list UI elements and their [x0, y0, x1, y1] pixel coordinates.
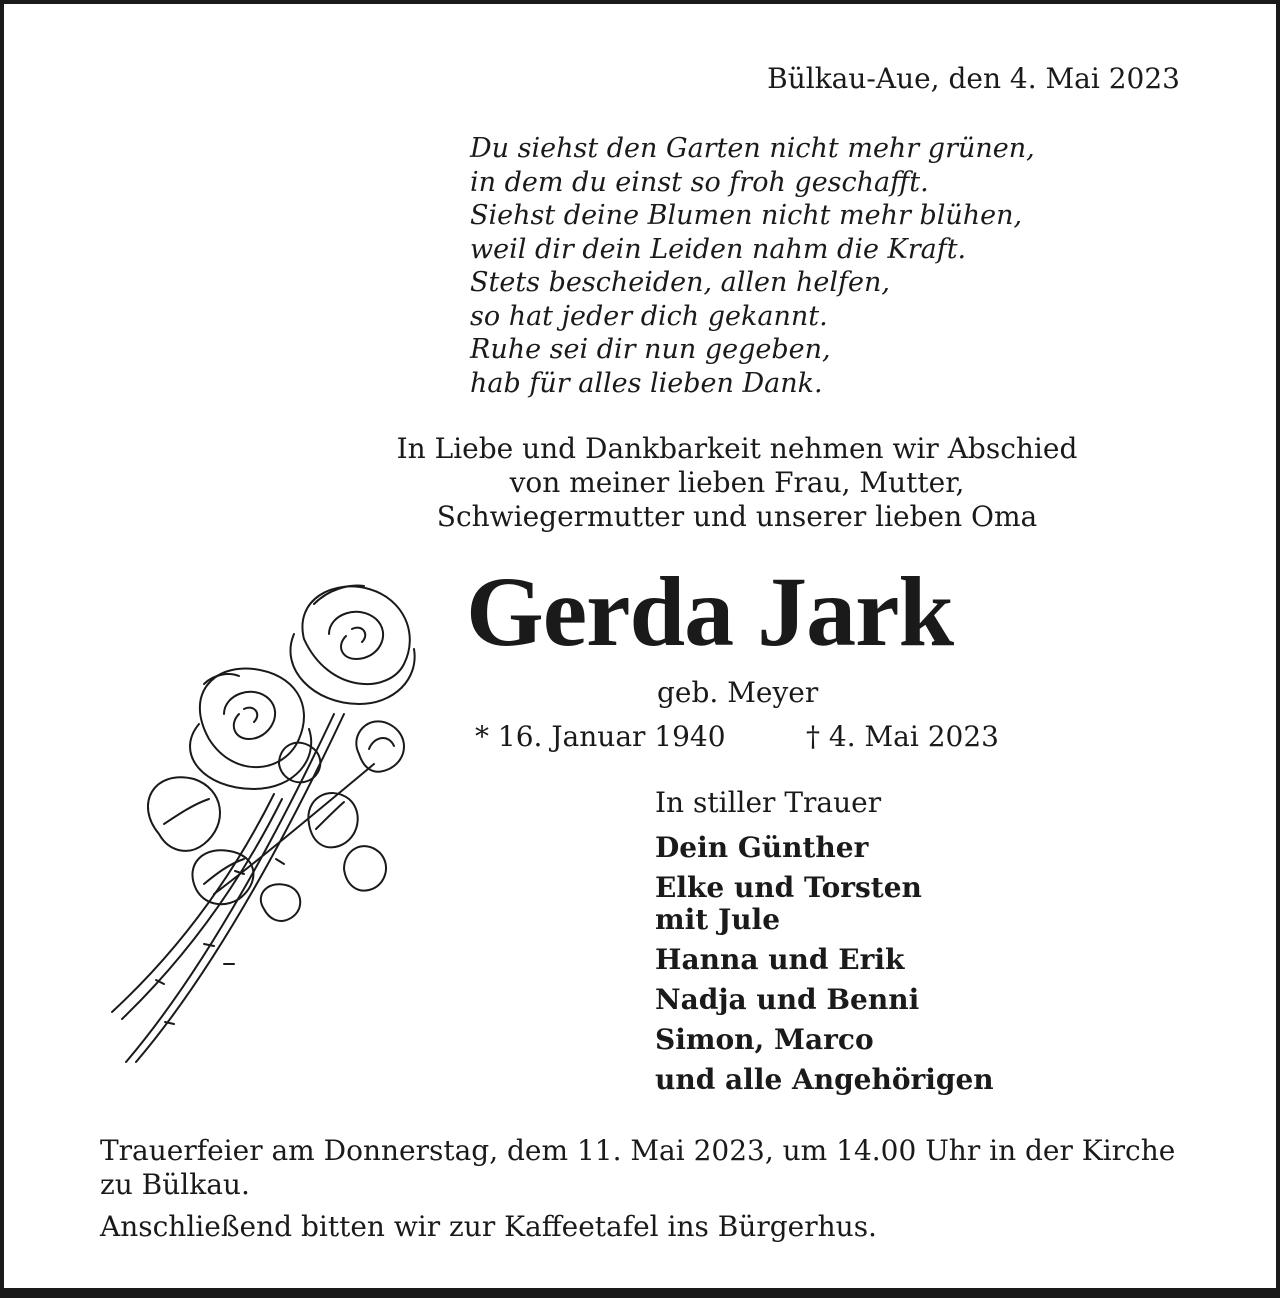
intro-line: In Liebe und Dankbarkeit nehmen wir Abschied: [396, 432, 1078, 465]
poem-line: hab für alles lieben Dank.: [470, 367, 823, 399]
mourner-line: Nadja und Benni: [655, 983, 920, 1016]
poem-line: so hat jeder dich gekannt.: [470, 300, 828, 332]
maiden-name: geb. Meyer: [657, 676, 819, 709]
mourner-line: und alle Angehörigen: [655, 1063, 994, 1096]
mourner-entry: [655, 1064, 994, 1096]
mourner-entry: [655, 984, 994, 1016]
poem-line: Du siehst den Garten nicht mehr grünen,: [470, 133, 1035, 164]
mourner-line: Elke und Torsten: [655, 871, 922, 904]
farewell-intro: [304, 432, 1170, 534]
death-date: † 4. Mai 2023: [806, 720, 999, 753]
mourner-line: mit Jule: [655, 903, 781, 936]
mourner-line: Simon, Marco: [655, 1023, 874, 1056]
intro-line: Schwiegermutter und unserer lieben Oma: [436, 500, 1038, 533]
poem-line: Ruhe sei dir nun gegeben,: [470, 334, 831, 365]
deceased-name: Gerda Jark: [466, 556, 954, 667]
mourning-heading: In stiller Trauer: [655, 786, 882, 819]
mourner-line: Dein Günther: [655, 831, 869, 864]
mourner-list: [655, 832, 994, 1104]
poem-line: weil dir dein Leiden nahm die Kraft.: [470, 233, 967, 265]
birth-date: * 16. Januar 1940: [475, 720, 726, 753]
poem-line: in dem du einst so froh geschafft.: [470, 166, 929, 198]
reception-note: Anschließend bitten wir zur Kaffeetafel ins Bürgerhus.: [100, 1210, 877, 1243]
poem-line: Stets bescheiden, allen helfen,: [470, 267, 890, 298]
rose-icon: [104, 564, 434, 1074]
mourner-entry: [655, 872, 994, 936]
mourner-entry: [655, 832, 994, 864]
mourner-entry: [655, 944, 994, 976]
place-and-date: Bülkau-Aue, den 4. Mai 2023: [767, 62, 1180, 95]
poem: [470, 132, 1035, 400]
intro-line: von meiner lieben Frau, Mutter,: [509, 466, 965, 499]
service-announcement: Trauerfeier am Donnerstag, dem 11. Mai 2023, um 14.00 Uhr in der Kirche zu Bülkau.: [100, 1134, 1176, 1201]
poem-line: Siehst deine Blumen nicht mehr blühen,: [470, 200, 1023, 231]
mourner-entry: [655, 1024, 994, 1056]
mourner-line: Hanna und Erik: [655, 943, 905, 976]
